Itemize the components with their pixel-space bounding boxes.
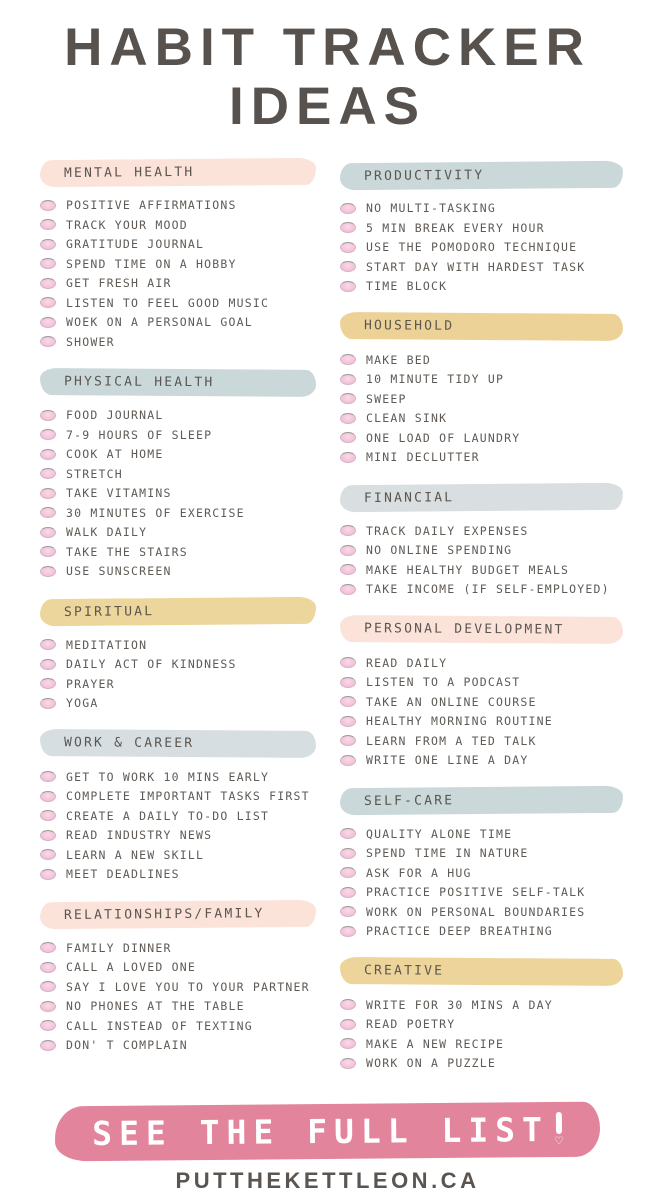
list-item bbox=[40, 655, 340, 675]
macaron-bullet-icon bbox=[40, 1040, 56, 1051]
list-item bbox=[340, 350, 648, 370]
macaron-bullet-icon bbox=[340, 525, 356, 536]
list-item bbox=[40, 977, 340, 997]
macaron-bullet-icon bbox=[340, 203, 356, 214]
list-item bbox=[340, 409, 648, 429]
macaron-bullet-icon bbox=[340, 1038, 356, 1049]
list-item bbox=[340, 448, 648, 468]
section-header-highlight bbox=[40, 597, 316, 626]
exclamation-bar bbox=[556, 1112, 562, 1134]
list-item bbox=[340, 1034, 648, 1054]
habit-section bbox=[40, 901, 340, 1055]
list-item bbox=[340, 1054, 648, 1074]
habit-label: 5 MIN BREAK EVERY HOUR bbox=[366, 220, 545, 235]
list-item bbox=[340, 218, 648, 238]
list-item bbox=[340, 731, 648, 751]
macaron-bullet-icon bbox=[340, 926, 356, 937]
list-item bbox=[340, 521, 648, 541]
habit-label: WORK ON PERSONAL BOUNDARIES bbox=[366, 904, 586, 919]
section-header-highlight bbox=[340, 160, 624, 189]
habit-label: WRITE FOR 30 MINS A DAY bbox=[366, 997, 553, 1012]
list-item bbox=[40, 806, 340, 826]
list-item bbox=[40, 196, 340, 216]
section-title: HOUSEHOLD bbox=[363, 318, 455, 335]
section-header-highlight bbox=[40, 729, 316, 758]
section-title: PHYSICAL HEALTH bbox=[63, 373, 215, 390]
habit-label: 10 MINUTE TIDY UP bbox=[366, 372, 505, 387]
list-item bbox=[40, 313, 340, 333]
habit-label: WALK DAILY bbox=[66, 525, 148, 540]
macaron-bullet-icon bbox=[340, 261, 356, 272]
habit-label: TAKE INCOME (IF SELF-EMPLOYED) bbox=[366, 582, 610, 597]
macaron-bullet-icon bbox=[340, 545, 356, 556]
habit-label: USE SUNSCREEN bbox=[66, 564, 172, 579]
habit-label: DON' T COMPLAIN bbox=[66, 1038, 188, 1053]
habit-label: LEARN FROM A TED TALK bbox=[366, 733, 537, 748]
habit-label: MEDITATION bbox=[66, 637, 148, 652]
habit-label: CALL A LOVED ONE bbox=[66, 960, 196, 975]
macaron-bullet-icon bbox=[340, 887, 356, 898]
page-title-line1: HABIT TRACKER bbox=[64, 18, 591, 77]
list-item bbox=[40, 635, 340, 655]
macaron-bullet-icon bbox=[40, 527, 56, 538]
macaron-bullet-icon bbox=[40, 659, 56, 670]
list-item bbox=[340, 751, 648, 771]
page-title-line2: IDEAS bbox=[229, 77, 426, 137]
list-item bbox=[40, 235, 340, 255]
list-item bbox=[340, 541, 648, 561]
list-item bbox=[40, 787, 340, 807]
macaron-bullet-icon bbox=[40, 429, 56, 440]
macaron-bullet-icon bbox=[40, 297, 56, 308]
macaron-bullet-icon bbox=[40, 468, 56, 479]
habit-label: FOOD JOURNAL bbox=[66, 408, 164, 423]
habit-list bbox=[40, 938, 340, 1055]
list-item bbox=[40, 406, 340, 426]
macaron-bullet-icon bbox=[340, 432, 356, 443]
macaron-bullet-icon bbox=[340, 413, 356, 424]
section-title: WORK & CAREER bbox=[63, 735, 195, 752]
macaron-bullet-icon bbox=[40, 317, 56, 328]
list-item bbox=[40, 997, 340, 1017]
habit-list bbox=[40, 196, 340, 352]
macaron-bullet-icon bbox=[340, 677, 356, 688]
macaron-bullet-icon bbox=[40, 942, 56, 953]
habit-list bbox=[340, 521, 648, 599]
macaron-bullet-icon bbox=[40, 449, 56, 460]
habit-label: START DAY WITH HARDEST TASK bbox=[366, 259, 586, 274]
habit-label: NO MULTI-TASKING bbox=[366, 201, 496, 216]
habit-section bbox=[40, 730, 340, 884]
habit-list bbox=[40, 406, 340, 582]
habit-label: COMPLETE IMPORTANT TASKS FIRST bbox=[66, 789, 310, 804]
habit-section bbox=[340, 313, 648, 467]
habit-label: MAKE BED bbox=[366, 352, 431, 367]
list-item bbox=[40, 464, 340, 484]
habit-label: STRETCH bbox=[66, 466, 123, 481]
section-header-highlight bbox=[40, 900, 316, 929]
macaron-bullet-icon bbox=[340, 393, 356, 404]
macaron-bullet-icon bbox=[40, 981, 56, 992]
section-title: PERSONAL DEVELOPMENT bbox=[363, 621, 565, 638]
list-item bbox=[40, 523, 340, 543]
list-item bbox=[340, 370, 648, 390]
list-item bbox=[340, 673, 648, 693]
section-title: FINANCIAL bbox=[363, 490, 455, 507]
macaron-bullet-icon bbox=[340, 584, 356, 595]
macaron-bullet-icon bbox=[40, 791, 56, 802]
list-item bbox=[340, 922, 648, 942]
macaron-bullet-icon bbox=[40, 869, 56, 880]
macaron-bullet-icon bbox=[40, 698, 56, 709]
section-header-highlight bbox=[340, 957, 624, 986]
list-item bbox=[40, 826, 340, 846]
habit-list bbox=[340, 653, 648, 770]
habit-label: WOEK ON A PERSONAL GOAL bbox=[66, 315, 253, 330]
habit-section bbox=[340, 958, 648, 1073]
macaron-bullet-icon bbox=[40, 336, 56, 347]
list-item bbox=[340, 653, 648, 673]
macaron-bullet-icon bbox=[40, 488, 56, 499]
habit-label: PRACTICE DEEP BREATHING bbox=[366, 924, 553, 939]
macaron-bullet-icon bbox=[340, 755, 356, 766]
habit-label: YOGA bbox=[66, 696, 99, 711]
list-item bbox=[340, 238, 648, 258]
macaron-bullet-icon bbox=[340, 374, 356, 385]
banner-text: SEE THE FULL LIST bbox=[92, 1110, 550, 1154]
habit-label: READ POETRY bbox=[366, 1017, 456, 1032]
list-item bbox=[340, 199, 648, 219]
habit-label: HEALTHY MORNING ROUTINE bbox=[366, 714, 553, 729]
habit-label: TIME BLOCK bbox=[366, 279, 448, 294]
list-item bbox=[40, 674, 340, 694]
macaron-bullet-icon bbox=[340, 222, 356, 233]
list-item bbox=[340, 883, 648, 903]
section-title: SPIRITUAL bbox=[63, 604, 155, 621]
habit-section bbox=[40, 159, 340, 352]
macaron-bullet-icon bbox=[40, 507, 56, 518]
section-header-highlight bbox=[340, 786, 624, 815]
macaron-bullet-icon bbox=[340, 828, 356, 839]
macaron-bullet-icon bbox=[40, 639, 56, 650]
macaron-bullet-icon bbox=[40, 410, 56, 421]
macaron-bullet-icon bbox=[340, 848, 356, 859]
list-item bbox=[40, 215, 340, 235]
habit-label: CREATE A DAILY TO-DO LIST bbox=[66, 808, 270, 823]
list-item bbox=[340, 995, 648, 1015]
habit-label: USE THE POMODORO TECHNIQUE bbox=[366, 240, 578, 255]
list-item bbox=[40, 938, 340, 958]
list-item bbox=[340, 277, 648, 297]
section-title: PRODUCTIVITY bbox=[363, 167, 485, 184]
macaron-bullet-icon bbox=[340, 867, 356, 878]
habit-label: LEARN A NEW SKILL bbox=[66, 847, 205, 862]
macaron-bullet-icon bbox=[40, 1001, 56, 1012]
macaron-bullet-icon bbox=[340, 354, 356, 365]
macaron-bullet-icon bbox=[40, 1020, 56, 1031]
section-header-highlight bbox=[340, 312, 624, 341]
habit-label: GRATITUDE JOURNAL bbox=[66, 237, 205, 252]
list-item bbox=[340, 692, 648, 712]
macaron-bullet-icon bbox=[40, 258, 56, 269]
macaron-bullet-icon bbox=[40, 962, 56, 973]
macaron-bullet-icon bbox=[340, 281, 356, 292]
list-item bbox=[40, 694, 340, 714]
macaron-bullet-icon bbox=[40, 546, 56, 557]
macaron-bullet-icon bbox=[340, 564, 356, 575]
macaron-bullet-icon bbox=[340, 1019, 356, 1030]
section-header-highlight bbox=[340, 615, 624, 644]
macaron-bullet-icon bbox=[40, 278, 56, 289]
macaron-bullet-icon bbox=[40, 849, 56, 860]
habit-label: PRACTICE POSITIVE SELF-TALK bbox=[366, 885, 586, 900]
habit-section bbox=[340, 162, 648, 297]
habit-label: TAKE AN ONLINE COURSE bbox=[366, 694, 537, 709]
habit-label: READ INDUSTRY NEWS bbox=[66, 828, 213, 843]
list-item bbox=[340, 580, 648, 600]
macaron-bullet-icon bbox=[340, 906, 356, 917]
list-item bbox=[40, 445, 340, 465]
list-item bbox=[40, 1036, 340, 1056]
list-item bbox=[340, 863, 648, 883]
habit-label: POSITIVE AFFIRMATIONS bbox=[66, 198, 237, 213]
list-item bbox=[340, 560, 648, 580]
list-item bbox=[340, 824, 648, 844]
section-header-highlight bbox=[40, 158, 316, 187]
section-header-highlight bbox=[40, 368, 316, 397]
macaron-bullet-icon bbox=[40, 239, 56, 250]
macaron-bullet-icon bbox=[40, 678, 56, 689]
habit-label: MAKE HEALTHY BUDGET MEALS bbox=[366, 562, 570, 577]
habit-label: 30 MINUTES OF EXERCISE bbox=[66, 505, 245, 520]
habit-label: NO PHONES AT THE TABLE bbox=[66, 999, 245, 1014]
macaron-bullet-icon bbox=[40, 200, 56, 211]
macaron-bullet-icon bbox=[40, 771, 56, 782]
habit-label: LISTEN TO FEEL GOOD MUSIC bbox=[66, 295, 270, 310]
list-item bbox=[40, 503, 340, 523]
habit-section bbox=[340, 787, 648, 941]
website-url: PUTTHEKETTLEON.CA bbox=[175, 1168, 480, 1194]
macaron-bullet-icon bbox=[40, 566, 56, 577]
exclamation-heart-icon bbox=[555, 1112, 563, 1148]
section-title: RELATIONSHIPS/FAMILY bbox=[63, 906, 265, 924]
section-header-highlight bbox=[340, 483, 624, 512]
macaron-bullet-icon bbox=[40, 219, 56, 230]
habit-section bbox=[340, 484, 648, 599]
habit-label: SPEND TIME ON A HOBBY bbox=[66, 256, 237, 271]
habit-list bbox=[340, 350, 648, 467]
habit-list bbox=[40, 635, 340, 713]
habit-list bbox=[340, 199, 648, 297]
habit-label: WORK ON A PUZZLE bbox=[366, 1056, 496, 1071]
see-full-list-banner bbox=[55, 1102, 600, 1162]
section-title: MENTAL HEALTH bbox=[63, 164, 195, 181]
habit-label: ASK FOR A HUG bbox=[366, 865, 472, 880]
macaron-bullet-icon bbox=[340, 242, 356, 253]
habit-label: DAILY ACT OF KINDNESS bbox=[66, 657, 237, 672]
habit-label: SPEND TIME IN NATURE bbox=[366, 846, 529, 861]
habit-label: MAKE A NEW RECIPE bbox=[366, 1036, 505, 1051]
list-item bbox=[40, 274, 340, 294]
habit-label: TAKE VITAMINS bbox=[66, 486, 172, 501]
page-title bbox=[0, 0, 655, 137]
habit-list bbox=[40, 767, 340, 884]
habit-list bbox=[340, 995, 648, 1073]
habit-label: QUALITY ALONE TIME bbox=[366, 826, 513, 841]
list-item bbox=[340, 1015, 648, 1035]
habit-section bbox=[40, 598, 340, 713]
habit-label: CLEAN SINK bbox=[366, 411, 448, 426]
macaron-bullet-icon bbox=[340, 452, 356, 463]
list-item bbox=[40, 1016, 340, 1036]
macaron-bullet-icon bbox=[340, 716, 356, 727]
habit-label: TRACK YOUR MOOD bbox=[66, 217, 188, 232]
habit-label: PRAYER bbox=[66, 676, 115, 691]
list-item bbox=[40, 484, 340, 504]
habit-section bbox=[340, 616, 648, 770]
habit-label: COOK AT HOME bbox=[66, 447, 164, 462]
list-item bbox=[340, 389, 648, 409]
macaron-bullet-icon bbox=[40, 810, 56, 821]
habit-label: CALL INSTEAD OF TEXTING bbox=[66, 1018, 253, 1033]
habit-label: SHOWER bbox=[66, 334, 115, 349]
left-column bbox=[40, 159, 340, 1091]
list-item bbox=[340, 844, 648, 864]
macaron-bullet-icon bbox=[40, 830, 56, 841]
habit-label: READ DAILY bbox=[366, 655, 448, 670]
macaron-bullet-icon bbox=[340, 999, 356, 1010]
habit-label: TRACK DAILY EXPENSES bbox=[366, 523, 529, 538]
habit-section bbox=[40, 369, 340, 582]
list-item bbox=[340, 428, 648, 448]
section-title: SELF-CARE bbox=[363, 793, 455, 810]
habit-label: TAKE THE STAIRS bbox=[66, 544, 188, 559]
habit-label: WRITE ONE LINE A DAY bbox=[366, 753, 529, 768]
list-item bbox=[40, 542, 340, 562]
macaron-bullet-icon bbox=[340, 1058, 356, 1069]
list-item bbox=[340, 257, 648, 277]
macaron-bullet-icon bbox=[340, 657, 356, 668]
list-item bbox=[340, 902, 648, 922]
list-item bbox=[40, 767, 340, 787]
habit-list bbox=[340, 824, 648, 941]
section-title: CREATIVE bbox=[363, 963, 445, 979]
heart-icon: ♡ bbox=[554, 1133, 563, 1149]
habit-label: MINI DECLUTTER bbox=[366, 450, 480, 465]
list-columns bbox=[0, 159, 655, 1091]
habit-label: FAMILY DINNER bbox=[66, 940, 172, 955]
macaron-bullet-icon bbox=[340, 696, 356, 707]
habit-label: LISTEN TO A PODCAST bbox=[366, 675, 521, 690]
list-item bbox=[340, 712, 648, 732]
list-item bbox=[40, 865, 340, 885]
habit-label: 7-9 HOURS OF SLEEP bbox=[66, 427, 213, 442]
list-item bbox=[40, 332, 340, 352]
list-item bbox=[40, 958, 340, 978]
habit-label: GET FRESH AIR bbox=[66, 276, 172, 291]
habit-label: NO ONLINE SPENDING bbox=[366, 543, 513, 558]
habit-label: SWEEP bbox=[366, 391, 407, 406]
list-item bbox=[40, 562, 340, 582]
habit-label: SAY I LOVE YOU TO YOUR PARTNER bbox=[66, 979, 310, 994]
list-item bbox=[40, 425, 340, 445]
habit-label: ONE LOAD OF LAUNDRY bbox=[366, 430, 521, 445]
list-item bbox=[40, 254, 340, 274]
list-item bbox=[40, 845, 340, 865]
habit-label: MEET DEADLINES bbox=[66, 867, 180, 882]
macaron-bullet-icon bbox=[340, 735, 356, 746]
habit-label: GET TO WORK 10 MINS EARLY bbox=[66, 769, 270, 784]
list-item bbox=[40, 293, 340, 313]
right-column bbox=[340, 159, 648, 1091]
